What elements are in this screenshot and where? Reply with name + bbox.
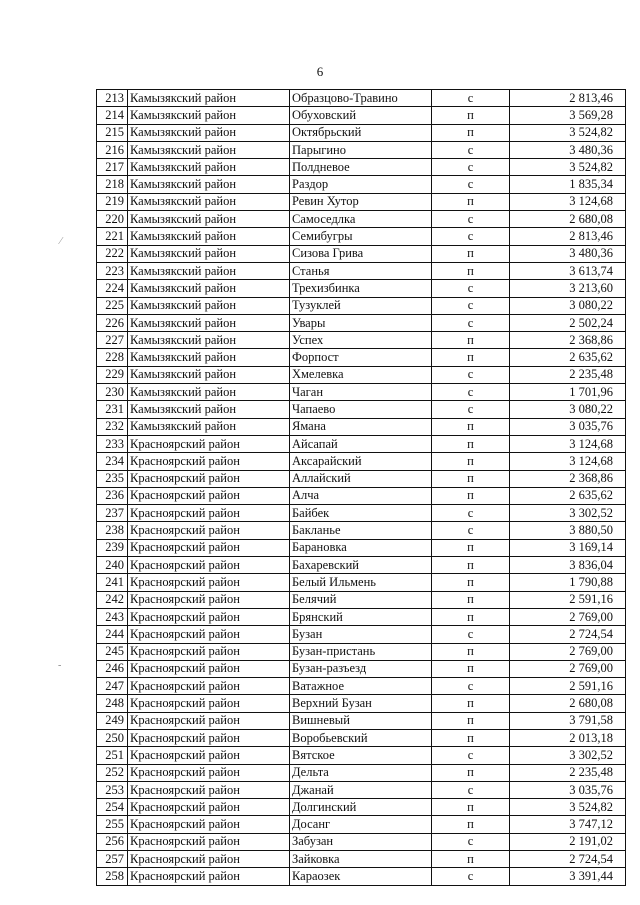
settlement-name-cell: Барановка [290,539,432,556]
settlement-type-cell: п [432,574,510,591]
table-row [97,280,626,297]
district-cell: Камызякский район [128,193,290,210]
settlement-name-cell: Брянский [290,608,432,625]
table-row [97,401,626,418]
settlement-name-cell: Байбек [290,505,432,522]
row-number: 233 [97,435,128,452]
row-number: 229 [97,366,128,383]
settlement-name-cell: Сизова Грива [290,245,432,262]
value-cell: 3 613,74 [510,262,626,279]
value-cell: 3 836,04 [510,557,626,574]
table-row [97,314,626,331]
district-cell: Красноярский район [128,591,290,608]
value-cell: 3 391,44 [510,868,626,885]
table-row [97,626,626,643]
settlement-name-cell: Долгинский [290,799,432,816]
table-row [97,678,626,695]
value-cell: 2 191,02 [510,833,626,850]
value-cell: 2 635,62 [510,349,626,366]
settlement-name-cell: Аллайский [290,470,432,487]
settlement-name-cell: Бакланье [290,522,432,539]
district-cell: Красноярский район [128,781,290,798]
table-row [97,574,626,591]
district-cell: Красноярский район [128,695,290,712]
settlement-name-cell: Бузан [290,626,432,643]
district-cell: Красноярский район [128,487,290,504]
row-number: 251 [97,747,128,764]
row-number: 224 [97,280,128,297]
settlement-name-cell: Форпост [290,349,432,366]
settlement-name-cell: Октябрьский [290,124,432,141]
row-number: 236 [97,487,128,504]
settlement-type-cell: с [432,522,510,539]
value-cell: 3 124,68 [510,453,626,470]
settlement-name-cell: Ямана [290,418,432,435]
row-number: 215 [97,124,128,141]
settlement-type-cell: п [432,193,510,210]
row-number: 227 [97,332,128,349]
table-row [97,868,626,885]
table-row [97,747,626,764]
settlement-type-cell: п [432,591,510,608]
value-cell: 2 724,54 [510,626,626,643]
district-cell: Красноярский район [128,851,290,868]
row-number: 248 [97,695,128,712]
settlement-type-cell: с [432,314,510,331]
district-cell: Камызякский район [128,124,290,141]
value-cell: 3 569,28 [510,107,626,124]
row-number: 245 [97,643,128,660]
district-cell: Красноярский район [128,557,290,574]
settlement-name-cell: Караозек [290,868,432,885]
table-row [97,349,626,366]
row-number: 234 [97,453,128,470]
table-row [97,522,626,539]
settlement-type-cell: п [432,124,510,141]
table-row [97,176,626,193]
district-cell: Красноярский район [128,747,290,764]
table-row [97,729,626,746]
value-cell: 1 835,34 [510,176,626,193]
district-cell: Красноярский район [128,712,290,729]
district-cell: Камызякский район [128,141,290,158]
settlement-type-cell: с [432,747,510,764]
settlement-type-cell: п [432,332,510,349]
settlement-type-cell: п [432,349,510,366]
settlement-name-cell: Айсапай [290,435,432,452]
settlement-type-cell: с [432,297,510,314]
table-row [97,332,626,349]
settlement-name-cell: Успех [290,332,432,349]
value-cell: 3 880,50 [510,522,626,539]
table-row [97,660,626,677]
value-cell: 2 502,24 [510,314,626,331]
row-number: 255 [97,816,128,833]
table-row [97,193,626,210]
settlement-name-cell: Белый Ильмень [290,574,432,591]
page-number: 6 [316,64,324,79]
value-cell: 3 213,60 [510,280,626,297]
row-number: 254 [97,799,128,816]
row-number: 253 [97,781,128,798]
settlement-type-cell: п [432,262,510,279]
settlement-type-cell: п [432,418,510,435]
value-cell: 1 790,88 [510,574,626,591]
row-number: 250 [97,729,128,746]
table-row [97,851,626,868]
table-row [97,608,626,625]
value-cell: 3 302,52 [510,505,626,522]
settlement-name-cell: Обуховский [290,107,432,124]
settlement-name-cell: Парыгино [290,141,432,158]
settlement-name-cell: Чаган [290,384,432,401]
value-cell: 3 747,12 [510,816,626,833]
table-row [97,124,626,141]
row-number: 226 [97,314,128,331]
settlement-name-cell: Джанай [290,781,432,798]
row-number: 221 [97,228,128,245]
settlement-type-cell: с [432,366,510,383]
value-cell: 2 813,46 [510,90,626,107]
settlement-type-cell: с [432,211,510,228]
table-row [97,90,626,107]
settlement-type-cell: с [432,141,510,158]
settlement-type-cell: п [432,435,510,452]
district-cell: Камызякский район [128,418,290,435]
table-row [97,107,626,124]
settlement-type-cell: п [432,851,510,868]
settlement-type-cell: п [432,695,510,712]
settlement-type-cell: п [432,729,510,746]
district-cell: Камызякский район [128,176,290,193]
value-cell: 3 080,22 [510,297,626,314]
district-cell: Камызякский район [128,349,290,366]
settlements-table [96,89,626,886]
district-cell: Красноярский район [128,470,290,487]
scan-artifact-mark: ⁄ [60,236,62,247]
district-cell: Красноярский район [128,799,290,816]
settlement-name-cell: Вятское [290,747,432,764]
settlement-name-cell: Чапаево [290,401,432,418]
settlement-type-cell: п [432,764,510,781]
settlements-table-body [97,90,626,886]
district-cell: Камызякский район [128,366,290,383]
row-number: 252 [97,764,128,781]
value-cell: 3 035,76 [510,418,626,435]
district-cell: Камызякский район [128,314,290,331]
district-cell: Красноярский район [128,435,290,452]
table-row [97,228,626,245]
table-row [97,712,626,729]
table-row [97,557,626,574]
settlement-name-cell: Досанг [290,816,432,833]
settlement-name-cell: Тузуклей [290,297,432,314]
table-row [97,245,626,262]
value-cell: 3 124,68 [510,193,626,210]
district-cell: Камызякский район [128,211,290,228]
value-cell: 1 701,96 [510,384,626,401]
district-cell: Красноярский район [128,539,290,556]
table-row [97,764,626,781]
row-number: 257 [97,851,128,868]
settlement-name-cell: Увары [290,314,432,331]
district-cell: Красноярский район [128,522,290,539]
settlement-type-cell: п [432,487,510,504]
settlement-type-cell: п [432,107,510,124]
settlement-type-cell: п [432,816,510,833]
value-cell: 2 013,18 [510,729,626,746]
value-cell: 3 035,76 [510,781,626,798]
district-cell: Красноярский район [128,660,290,677]
settlement-type-cell: с [432,159,510,176]
settlement-type-cell: с [432,678,510,695]
row-number: 222 [97,245,128,262]
district-cell: Камызякский район [128,90,290,107]
district-cell: Красноярский район [128,608,290,625]
settlement-name-cell: Верхний Бузан [290,695,432,712]
district-cell: Красноярский район [128,574,290,591]
value-cell: 2 680,08 [510,695,626,712]
settlement-name-cell: Хмелевка [290,366,432,383]
row-number: 218 [97,176,128,193]
row-number: 231 [97,401,128,418]
settlement-name-cell: Станья [290,262,432,279]
table-row [97,799,626,816]
row-number: 246 [97,660,128,677]
value-cell: 2 724,54 [510,851,626,868]
district-cell: Красноярский район [128,729,290,746]
table-row [97,695,626,712]
row-number: 223 [97,262,128,279]
value-cell: 3 791,58 [510,712,626,729]
row-number: 232 [97,418,128,435]
settlement-type-cell: п [432,799,510,816]
row-number: 241 [97,574,128,591]
settlement-name-cell: Ревин Хутор [290,193,432,210]
table-row [97,487,626,504]
value-cell: 2 769,00 [510,643,626,660]
row-number: 219 [97,193,128,210]
settlement-type-cell: с [432,401,510,418]
row-number: 240 [97,557,128,574]
settlement-type-cell: п [432,643,510,660]
district-cell: Красноярский район [128,505,290,522]
settlement-type-cell: с [432,505,510,522]
table-row [97,262,626,279]
value-cell: 2 680,08 [510,211,626,228]
row-number: 228 [97,349,128,366]
district-cell: Камызякский район [128,384,290,401]
district-cell: Камызякский район [128,107,290,124]
value-cell: 3 524,82 [510,799,626,816]
value-cell: 3 302,52 [510,747,626,764]
value-cell: 3 169,14 [510,539,626,556]
settlement-name-cell: Вишневый [290,712,432,729]
settlement-type-cell: с [432,868,510,885]
scan-artifact-mark: - [58,660,62,671]
district-cell: Камызякский район [128,228,290,245]
value-cell: 2 769,00 [510,608,626,625]
value-cell: 2 368,86 [510,470,626,487]
district-cell: Камызякский район [128,245,290,262]
settlement-name-cell: Забузан [290,833,432,850]
district-cell: Камызякский район [128,262,290,279]
settlement-type-cell: с [432,384,510,401]
table-row [97,505,626,522]
settlement-name-cell: Алча [290,487,432,504]
settlement-name-cell: Белячий [290,591,432,608]
district-cell: Камызякский район [128,332,290,349]
settlement-name-cell: Ватажное [290,678,432,695]
value-cell: 2 769,00 [510,660,626,677]
value-cell: 3 080,22 [510,401,626,418]
settlement-name-cell: Аксарайский [290,453,432,470]
settlement-type-cell: с [432,833,510,850]
settlement-name-cell: Воробьевский [290,729,432,746]
table-row [97,141,626,158]
value-cell: 2 235,48 [510,764,626,781]
settlement-type-cell: п [432,453,510,470]
row-number: 247 [97,678,128,695]
settlement-name-cell: Семибугры [290,228,432,245]
district-cell: Красноярский район [128,816,290,833]
district-cell: Камызякский район [128,159,290,176]
district-cell: Камызякский район [128,280,290,297]
row-number: 256 [97,833,128,850]
value-cell: 2 235,48 [510,366,626,383]
table-row [97,297,626,314]
settlement-type-cell: п [432,608,510,625]
table-row [97,435,626,452]
row-number: 242 [97,591,128,608]
table-row [97,781,626,798]
table-row [97,816,626,833]
value-cell: 3 480,36 [510,245,626,262]
settlement-type-cell: с [432,781,510,798]
value-cell: 2 591,16 [510,678,626,695]
district-cell: Красноярский район [128,868,290,885]
table-row [97,453,626,470]
row-number: 213 [97,90,128,107]
settlement-name-cell: Образцово-Травино [290,90,432,107]
settlement-type-cell: с [432,228,510,245]
district-cell: Красноярский район [128,764,290,781]
row-number: 249 [97,712,128,729]
settlement-name-cell: Бахаревский [290,557,432,574]
settlement-type-cell: п [432,470,510,487]
value-cell: 2 635,62 [510,487,626,504]
row-number: 235 [97,470,128,487]
settlement-name-cell: Бузан-пристань [290,643,432,660]
settlement-type-cell: п [432,539,510,556]
settlement-name-cell: Дельта [290,764,432,781]
settlement-name-cell: Бузан-разъезд [290,660,432,677]
settlement-type-cell: с [432,626,510,643]
table-row [97,470,626,487]
table-row [97,591,626,608]
settlement-type-cell: п [432,712,510,729]
district-cell: Красноярский район [128,453,290,470]
row-number: 238 [97,522,128,539]
row-number: 258 [97,868,128,885]
table-row [97,366,626,383]
settlement-name-cell: Раздор [290,176,432,193]
table-row [97,159,626,176]
table-row [97,211,626,228]
table-row [97,384,626,401]
value-cell: 3 524,82 [510,159,626,176]
table-row [97,643,626,660]
row-number: 244 [97,626,128,643]
row-number: 243 [97,608,128,625]
settlement-type-cell: с [432,280,510,297]
table-row [97,418,626,435]
district-cell: Красноярский район [128,626,290,643]
value-cell: 3 124,68 [510,435,626,452]
row-number: 225 [97,297,128,314]
settlement-type-cell: с [432,176,510,193]
value-cell: 3 480,36 [510,141,626,158]
settlement-name-cell: Полдневое [290,159,432,176]
row-number: 230 [97,384,128,401]
row-number: 220 [97,211,128,228]
value-cell: 3 524,82 [510,124,626,141]
settlement-name-cell: Зайковка [290,851,432,868]
value-cell: 2 368,86 [510,332,626,349]
district-cell: Красноярский район [128,833,290,850]
settlement-type-cell: п [432,245,510,262]
value-cell: 2 813,46 [510,228,626,245]
settlement-name-cell: Трехизбинка [290,280,432,297]
table-row [97,833,626,850]
row-number: 216 [97,141,128,158]
table-row [97,539,626,556]
row-number: 217 [97,159,128,176]
settlement-type-cell: п [432,660,510,677]
row-number: 237 [97,505,128,522]
row-number: 214 [97,107,128,124]
district-cell: Красноярский район [128,643,290,660]
district-cell: Камызякский район [128,401,290,418]
settlement-name-cell: Самоседлка [290,211,432,228]
row-number: 239 [97,539,128,556]
district-cell: Камызякский район [128,297,290,314]
value-cell: 2 591,16 [510,591,626,608]
settlement-type-cell: с [432,90,510,107]
settlement-type-cell: п [432,557,510,574]
district-cell: Красноярский район [128,678,290,695]
